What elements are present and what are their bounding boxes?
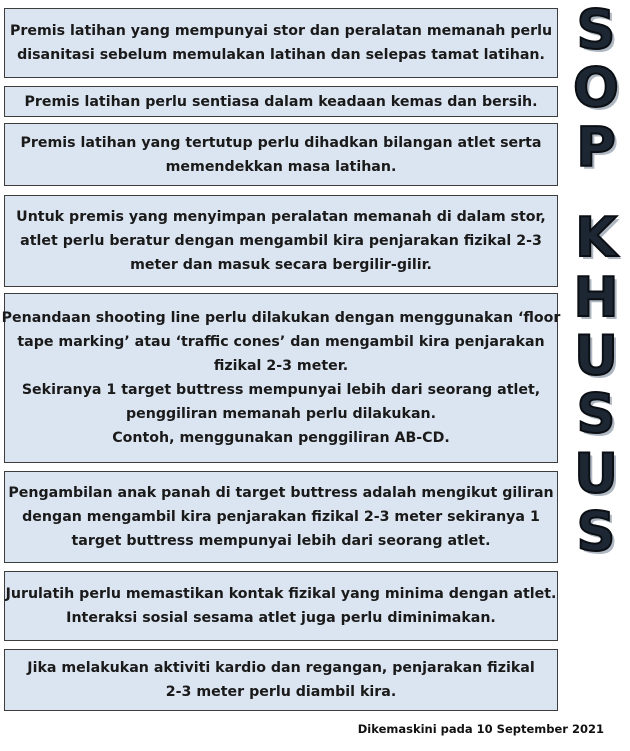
- title-letter-h: H: [573, 266, 619, 329]
- title-letter-s3: S: [576, 500, 616, 563]
- rule-line: Jika melakukan aktiviti kardio dan regangan, penjarakan fizikal: [27, 660, 535, 676]
- rule-line: meter dan masuk secara bergilir-gilir.: [130, 257, 432, 273]
- rule-line: Untuk premis yang menyimpan peralatan memanah di dalam stor,: [16, 209, 546, 225]
- rule-line: Penandaan shooting line perlu dilakukan dengan menggunakan ‘floor: [1, 310, 561, 326]
- title-letter-s: S: [576, 0, 616, 61]
- last-updated-note: Dikemaskini pada 10 September 2021: [357, 722, 604, 736]
- rule-box-3: [4, 123, 558, 186]
- rule-box-5: [1, 293, 561, 463]
- rule-box-6: [4, 471, 558, 563]
- rule-box-8: [4, 649, 558, 711]
- rule-box-7: [4, 571, 558, 641]
- rule-line: Interaksi sosial sesama atlet juga perlu diminimakan.: [66, 610, 496, 626]
- rule-line: Jurulatih perlu memastikan kontak fizikal yang minima dengan atlet.: [5, 586, 557, 602]
- rule-line: Pengambilan anak panah di target buttress adalah mengikut giliran: [8, 485, 554, 501]
- title-letter-s2: S: [576, 382, 616, 445]
- sop-khusus-title: [562, 0, 630, 563]
- title-letter-u2: U: [574, 442, 618, 505]
- rule-line: penggiliran memanah perlu dilakukan.: [125, 406, 437, 422]
- rule-box-4: [4, 195, 558, 287]
- rule-line: Premis latihan perlu sentiasa dalam keadaan kemas dan bersih.: [24, 93, 538, 110]
- rule-box-1: [4, 8, 558, 78]
- title-letter-o: O: [573, 56, 619, 119]
- rule-line: memendekkan masa latihan.: [165, 158, 397, 175]
- rule-line: disanitasi sebelum memulakan latihan dan selepas tamat latihan.: [17, 47, 545, 63]
- rule-line: Sekiranya 1 target buttress mempunyai lebih dari seorang atlet,: [21, 382, 541, 398]
- title-letter-k: K: [575, 206, 617, 269]
- rule-line: Premis latihan yang mempunyai stor dan peralatan memanah perlu: [9, 23, 553, 39]
- rule-line: Premis latihan yang tertutup perlu dihadkan bilangan atlet serta: [20, 134, 542, 151]
- title-letter-u: U: [574, 324, 618, 387]
- rule-line: atlet perlu beratur dengan mengambil kira penjarakan fizikal 2-3: [20, 233, 542, 249]
- rule-box-2: [4, 86, 558, 117]
- rule-line: dengan mengambil kira penjarakan fizikal 2-3 meter sekiranya 1: [22, 509, 540, 525]
- rule-line: tape marking’ atau ‘traffic cones’ dan mengambil kira penjarakan: [17, 334, 545, 350]
- title-letter-p: P: [576, 116, 616, 179]
- rule-line: fizikal 2-3 meter.: [213, 358, 349, 374]
- rule-line: Contoh, menggunakan penggiliran AB-CD.: [112, 430, 450, 446]
- rule-line: target buttress mempunyai lebih dari seorang atlet.: [71, 533, 491, 549]
- rule-line: 2-3 meter perlu diambil kira.: [165, 684, 397, 700]
